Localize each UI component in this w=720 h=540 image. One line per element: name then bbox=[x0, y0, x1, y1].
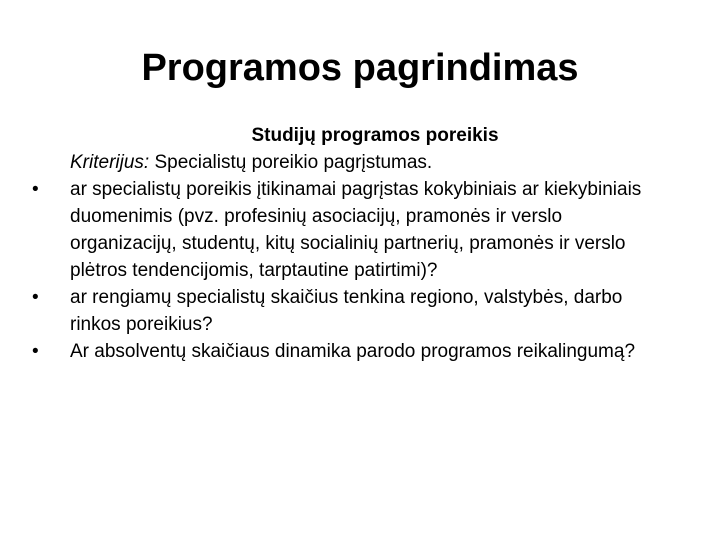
slide-content bbox=[20, 122, 680, 365]
bullet-list bbox=[20, 176, 680, 365]
section-subheading: Studijų programos poreikis bbox=[251, 125, 499, 146]
criteria-text: Specialistų poreikio pagrįstumas. bbox=[149, 152, 433, 173]
slide-title: Programos pagrindimas bbox=[141, 47, 579, 89]
criteria-label: Kriterijus: bbox=[70, 152, 150, 173]
criteria-line bbox=[20, 149, 680, 176]
list-item bbox=[20, 176, 680, 284]
list-item-text: ar specialistų poreikis įtikinamai pagrįstas kokybiniais ar kiekybiniais duomenimis (pvz. profesinių asociacijų, pramonės ir verslo organizacijų, studentų, kitų socialinių partnerių, pramonės ir verslo plėtros tendencijomis, tarptautine patirtimi)? bbox=[70, 179, 642, 281]
bullet-icon: • bbox=[32, 179, 39, 200]
bullet-icon: • bbox=[32, 341, 39, 362]
list-item-text: Ar absolventų skaičiaus dinamika parodo programos reikalingumą? bbox=[70, 341, 636, 362]
list-item-text: ar rengiamų specialistų skaičius tenkina regiono, valstybės, darbo rinkos poreikius? bbox=[70, 287, 623, 335]
list-item bbox=[20, 284, 680, 338]
bullet-icon: • bbox=[32, 287, 39, 308]
list-item bbox=[20, 338, 680, 365]
